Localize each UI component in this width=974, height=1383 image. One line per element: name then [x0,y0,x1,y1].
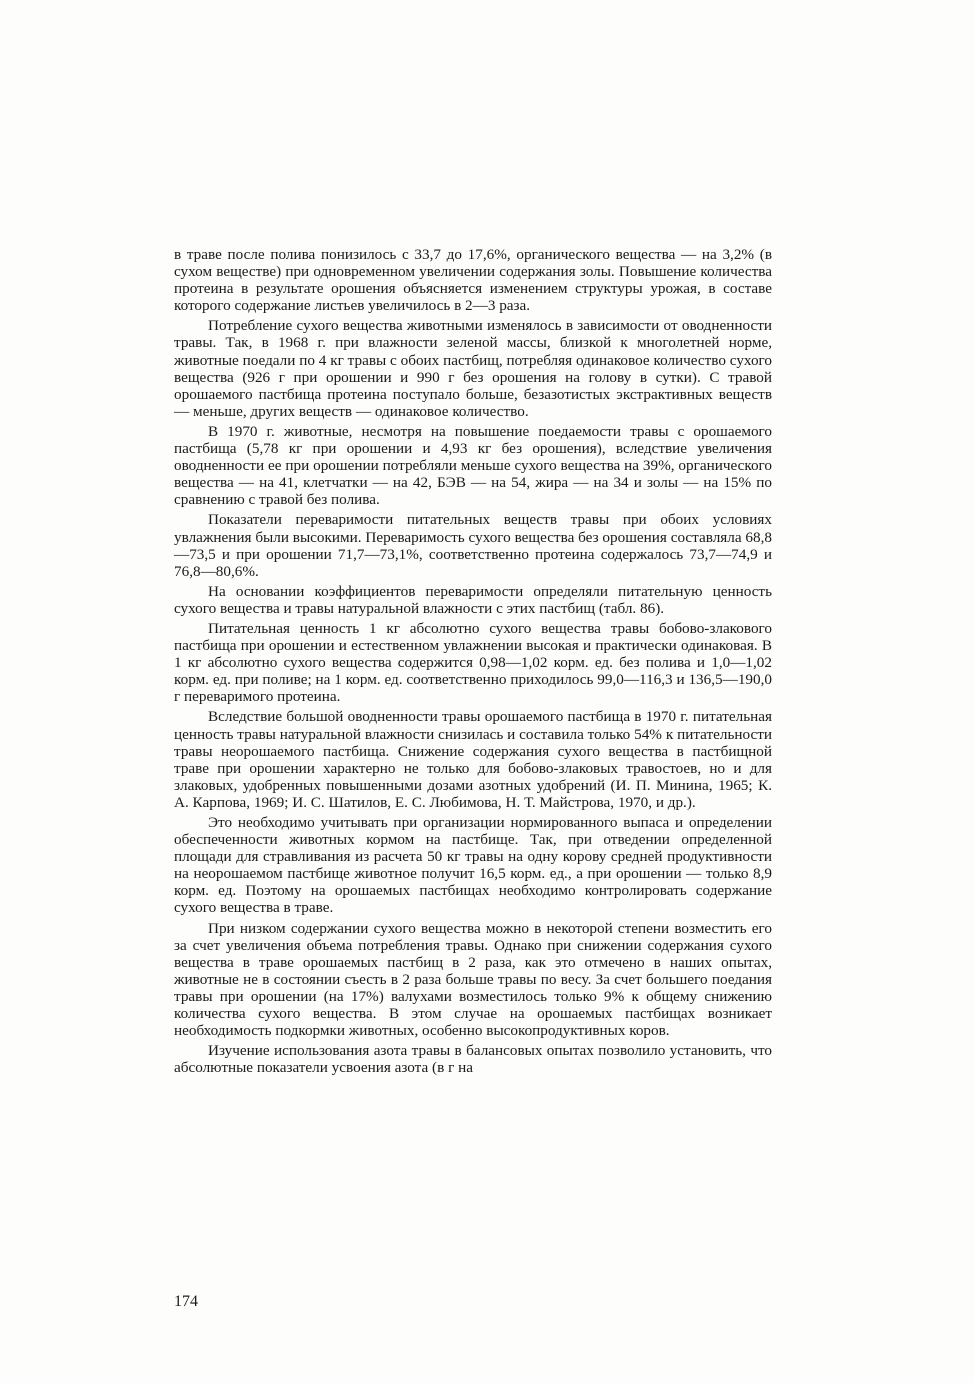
paragraph: В 1970 г. животные, несмотря на повышение поедаемости травы с орошаемого пастбища (5,78 кг при орошении и 4,93 кг без орошения), вследствие увеличения оводненности ее при орошении потребляли меньше сухого вещества на 39%, органического вещества — на 41, клетчатки — на 42, БЭВ — на 54, жира — на 34 и золы — на 15% по сравнению с травой без полива. [174,422,772,509]
page-number: 174 [174,1293,198,1310]
paragraph: Вследствие большой оводненности травы орошаемого пастбища в 1970 г. питательная ценность травы натуральной влажности снизилась и составила только 54% к питательности травы неорошаемого пастбища. Снижение содержания сухого вещества в пастбищной траве при орошении характерно не только для бобово-злаковых травостоев, но и для злаковых, удобренных повышенными дозами азотных удобрений (И. П. Минина, 1965; К. А. Карпова, 1969; И. С. Шатилов, Е. С. Любимова, Н. Т. Майстрова, 1970, и др.). [174,708,772,811]
paragraph: Это необходимо учитывать при организации нормированного выпаса и определении обеспеченности животных кормом на пастбище. Так, при отведении определенной площади для стравливания из расчета 50 кг травы на одну корову средней продуктивности на неорошаемом пастбище животное получит 16,5 корм. ед., а при орошении — только 8,9 корм. ед. Поэтому на орошаемых пастбищах необходимо контролировать содержание сухого вещества в траве. [174,814,772,917]
paragraph: При низком содержании сухого вещества можно в некоторой степени возместить его за счет увеличения объема потребления травы. Однако при снижении содержания сухого вещества в траве орошаемых пастбищ в 2 раза, как это отмечено в наших опытах, животные не в состоянии съесть в 2 раза больше травы по весу. За счет большего поедания травы при орошении (на 17%) валухами возместилось только 9% к общему снижению количества сухого вещества. В этом случае на орошаемых пастбищах возникает необходимость подкормки животных, особенно высокопродуктивных коров. [174,919,772,1040]
paragraph: Питательная ценность 1 кг абсолютно сухого вещества травы бобово-злакового пастбища при орошении и естественном увлажнении высокая и практически одинаковая. В 1 кг абсолютно сухого вещества содержится 0,98—1,02 корм. ед. без полива и 1,0—1,02 корм. ед. при поливе; на 1 корм. ед. соответственно приходилось 99,0—116,3 и 136,5—190,0 г переваримого протеина. [174,619,772,706]
paragraph: в траве после полива понизилось с 33,7 до 17,6%, органического вещества — на 3,2% (в сухом веществе) при одновременном увеличении содержания золы. Повышение количества протеина в результате орошения объясняется изменением структуры урожая, в составе которого содержание листьев увеличилось в 2—3 раза. [174,246,772,315]
body-text [174,246,772,1079]
paragraph: Изучение использования азота травы в балансовых опытах позволило установить, что абсолютные показатели усвоения азота (в г на [174,1042,772,1077]
paragraph: Показатели переваримости питательных веществ травы при обоих условиях увлажнения были высокими. Переваримость сухого вещества без орошения составляла 68,8—73,5 и при орошении 71,7—73,1%, соответственно протеина содержалось 73,7—74,9 и 76,8—80,6%. [174,511,772,580]
paragraph: Потребление сухого вещества животными изменялось в зависимости от оводненности травы. Так, в 1968 г. при влажности зеленой массы, близкой к многолетней норме, животные поедали по 4 кг травы с обоих пастбищ, потребляя одинаковое количество сухого вещества (926 г при орошении и 990 г без орошения на голову в сутки). С травой орошаемого пастбища протеина поступало больше, безазотистых экстрактивных веществ — меньше, других веществ — одинаковое количество. [174,317,772,420]
paragraph: На основании коэффициентов переваримости определяли питательную ценность сухого вещества и травы натуральной влажности с этих пастбищ (табл. 86). [174,582,772,617]
